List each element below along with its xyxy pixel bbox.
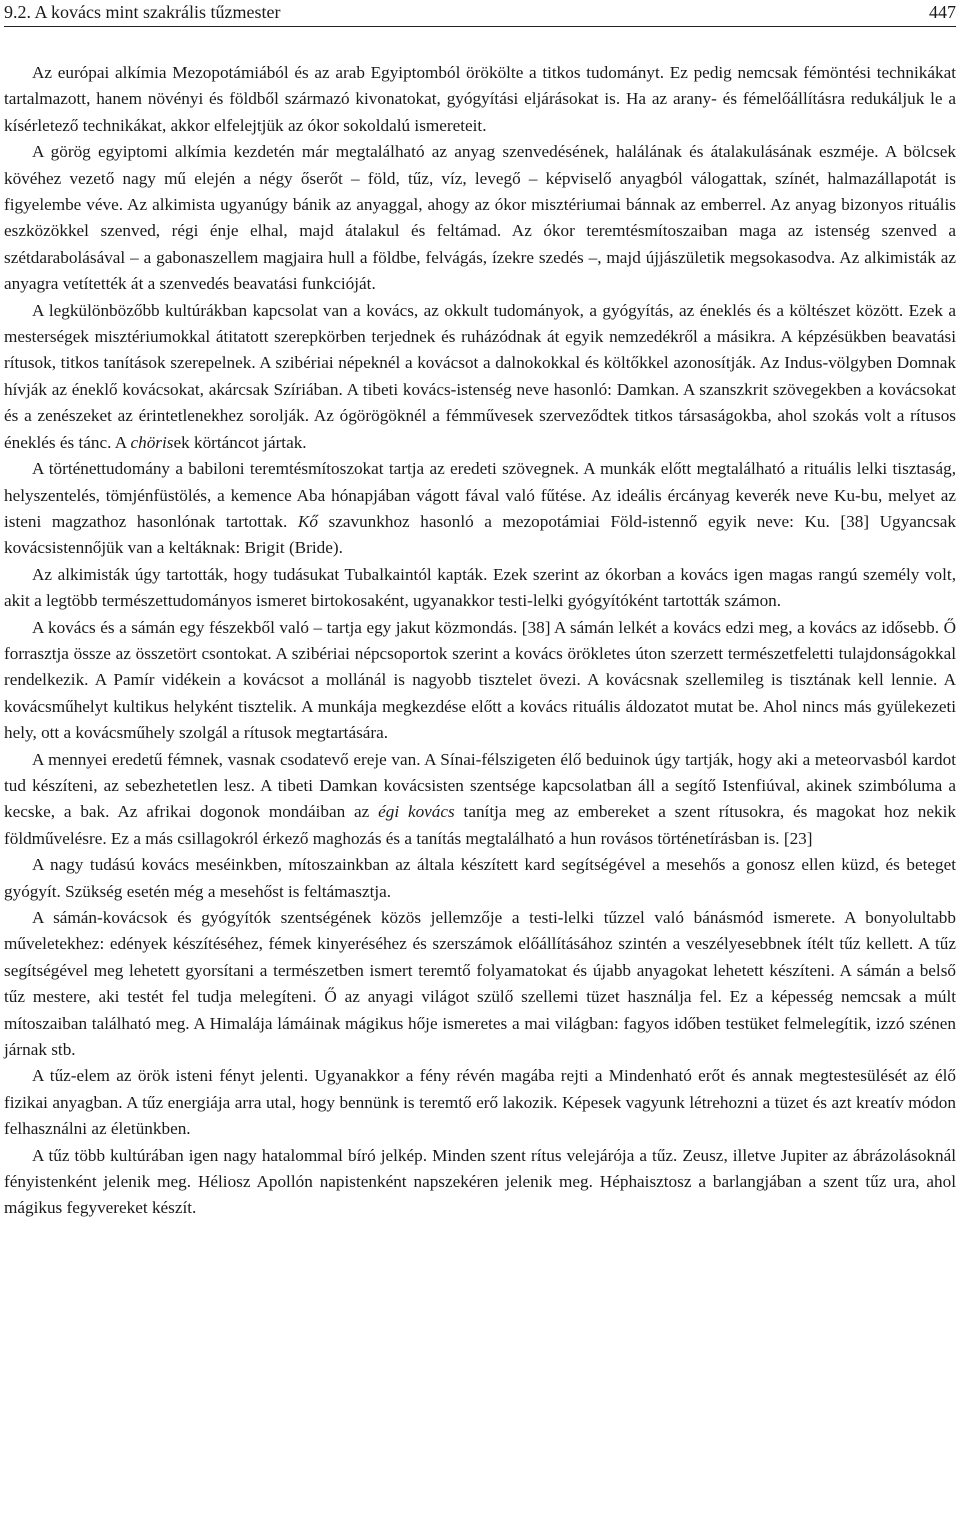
body-text xyxy=(4,60,956,1222)
paragraph: A kovács és a sámán egy fészekből való – tartja egy jakut közmondás. [38] A sámán lelkét a kovács edzi meg, a kovács az idősebb. Ő forrasztja össze az összetört csontokat. A szibériai népcsoportok szerint a kovács örökletes úton szerzett természetfeletti tulajdonságokkal rendelkezik. A Pamír vidékein a kovácsot a mollánál is nagyobb tisztelet övezi. A kovácsnak szellemileg is tisztának kell lennie. A kovácsműhelyt kultikus helyként tisztelik. A munkája megkezdése előtt a kovács rituális áldozatot mutat be. Ahol nincs más gyülekezeti hely, ott a kovácsműhely szolgál a rítusok megtartására. xyxy=(4,617,956,743)
paragraph: A történettudomány a babiloni teremtésmítoszokat tartja az eredeti szövegnek. A munkák előtt megtalálható a rituális lelki tisztaság, helyszentelés, tömjénfüstölés, a kemence Aba hónapjában vágott fával való fűtése. Az ideális ércányag keverék neve Ku-bu, melyet az isteni magzathoz hasonlónak tartottak. Kő szavunkhoz hasonló a mezopotámiai Föld-istennő egyik neve: Ku. [38] Ugyancsak kovácsistennőjük van a keltáknak: Brigit (Bride). xyxy=(4,459,956,558)
paragraph: Az alkimisták úgy tartották, hogy tudásukat Tubalkaintól kapták. Ezek szerint az ókorban a kovács igen magas rangú személy volt, akit a legtöbb természettudományos ismeret birtokosaként, ugyanakkor testi-lelki gyógyítóként tartották számon. xyxy=(4,564,956,611)
paragraph: A tűz több kultúrában igen nagy hatalommal bíró jelkép. Minden szent rítus velejárója a tűz. Zeusz, illetve Jupiter az ábrázolásoknál fényistenként jelenik meg. Héliosz Apollón napistenként napszekéren jelenik meg. Héphaisztosz a barlangjában a szent tűz ura, ahol mágikus fegyvereket készít. xyxy=(4,1145,956,1218)
paragraph: A nagy tudású kovács meséinkben, mítoszainkban az általa készített kard segítségével a mesehős a gonosz ellen küzd, és beteget gyógyít. Szükség esetén még a mesehőst is feltámasztja. xyxy=(4,855,956,901)
page-number: 447 xyxy=(929,2,956,22)
chapter-title: 9.2. A kovács mint szakrális tűzmester xyxy=(4,2,281,22)
italic-term: Kő xyxy=(297,511,318,531)
italic-term: chöris xyxy=(130,432,174,452)
paragraph: A görög egyiptomi alkímia kezdetén már megtalálható az anyag szenvedésének, halálának és átalakulásának eszméje. A bölcsek kövéhez vezető nagy mű elején a négy őserőt – föld, tűz, víz, levegő – képviselő anyagból válogattak, színét, halmazállapotát is figyelembe véve. Az alkimista ugyanúgy bánik az anyaggal, ahogy az ókor misztériumai bánnak az emberrel. Az anyag bizonyos rituális eszközökkel szenved, régi énje elhal, majd átalakul és feltámad. Az ókor teremtésmítoszaiban maga az istenség szenved a szétdarabolásával – a gabonaszellem magjaira hull a földbe, felvágás, ízekre szedés –, majd újjászületik megsokasodva. Az alkimisták az anyagra vetítették át a szenvedés beavatási funkcióját. xyxy=(4,142,956,294)
paragraph: Az európai alkímia Mezopotámiából és az arab Egyiptomból örökölte a titkos tudományt. Ez pedig nemcsak fémöntési technikákat tartalmazott, hanem növényi és földből származó kivonatokat, gyógyítási eljárásokat is. Ha az arany- és fémelőállításra redukáljuk le a kísérletező technikákat, akkor elfelejtjük az ókor sokoldalú ismereteit. xyxy=(4,63,956,135)
paragraph: A tűz-elem az örök isteni fényt jelenti. Ugyanakkor a fény révén magába rejti a Mindenható erőt és annak megtestesülését az élő fizikai anyagban. A tűz energiája arra utal, hogy bennünk is teremtő erő lakozik. Képesek vagyunk létrehozni a tüzet és azt kreatív módon felhasználni az életünkben. xyxy=(4,1066,956,1139)
running-header xyxy=(4,0,956,27)
paragraph: A legkülönbözőbb kultúrákban kapcsolat van a kovács, az okkult tudományok, a gyógyítás, az éneklés és a költészet között. Ezek a mesterségek misztériumokkal átitatott szerepkörben terjednek és ruházódnak át egyik nemzedékről a másikra. A képzésükben beavatási rítusok, titkos tanítások szerepelnek. A szibériai népeknél a kovácsot a dalnokokkal és költőkkel azonosítják. Az Indus-völgyben Domnak hívják az éneklő kovácsokat, akárcsak Szíriában. A tibeti kovács-istenség neve hasonló: Damkan. A szanszkrit szövegekben a kovácsokat és a zenészeket az érintetlenekhez sorolják. Az ógörögöknél a fémművesek szerveződtek titkos társaságokba, ahol szokás volt a rítusos éneklés és tánc. A chörisek körtáncot jártak. xyxy=(4,300,956,452)
italic-term: égi kovács xyxy=(378,802,455,822)
paragraph: A sámán-kovácsok és gyógyítók szentségének közös jellemzője a testi-lelki tűzzel való bánásmód ismerete. A bonyolultabb műveletekhez: edények készítéséhez, fémek kinyeréséhez és szerszámok előállításához szintén a veszélyesebbnek ítélt tűz kellett. A tűz segítségével meg lehetett gyorsítani a természetben ismert teremtő folyamatokat és újabb anyagokat lehetett készíteni. A sámán a belső tűz mestere, aki testét fel tudja melegíteni. Ő az anyagi világot szülő szellemi tüzet használja fel. Ez a képesség nemcsak a múlt mítoszaiban található meg. A Himalája lámáinak mágikus hője ismeretes a mai világban: fagyos időben testüket felmelegítik, izzó szénen járnak stb. xyxy=(4,908,956,1060)
paragraph: A mennyei eredetű fémnek, vasnak csodatevő ereje van. A Sínai-félszigeten élő beduinok úgy tartják, hogy aki a meteorvasból kardot tud készíteni, az sebezhetetlen lesz. A tibeti Damkan kovácsisten szentsége kapcsolatban áll a segítő Istenfiúval, akinek szimbóluma a kecske, a bak. Az afrikai dogonok mondáiban az égi kovács tanítja meg az embereket a szent rítusokra, és magokat hoz nekik földművelésre. Ez a más csillagokról érkező maghozás és a tanítás megtalálható a hun rovásos történetírásban is. [23] xyxy=(4,749,956,848)
